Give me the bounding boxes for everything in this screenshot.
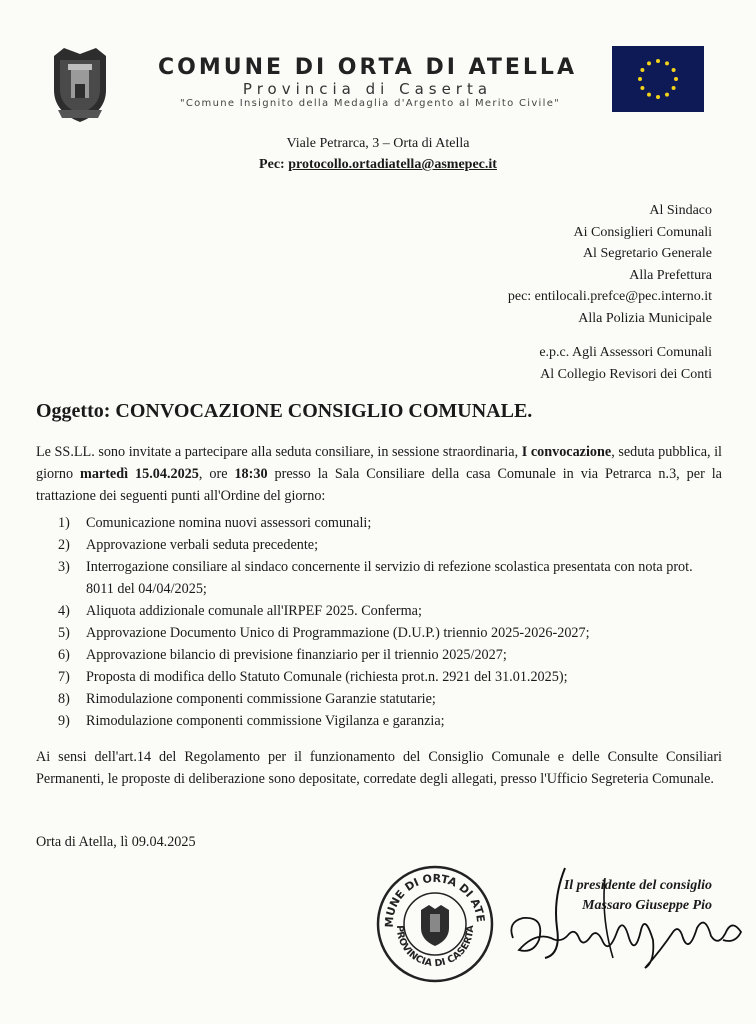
meeting-time: 18:30 xyxy=(234,466,268,482)
meeting-date: martedì 15.04.2025 xyxy=(80,466,199,482)
address-line: Viale Petrarca, 3 – Orta di Atella xyxy=(286,136,470,151)
coat-of-arms-icon xyxy=(44,44,116,126)
epc-recipient: Al Collegio Revisori dei Conti xyxy=(540,366,712,382)
intro-text: , ore xyxy=(198,466,235,482)
agenda-item xyxy=(58,600,722,622)
official-stamp-icon xyxy=(375,864,495,984)
recipient: Alla Prefettura xyxy=(629,267,712,283)
recipient: Ai Consiglieri Comunali xyxy=(573,224,712,240)
recipient: Al Sindaco xyxy=(649,203,712,218)
agenda-text: Interrogazione consiliare al sindaco concernente il servizio di refezione scolastica presentata con nota prot. 8011 del 04/04/2025; xyxy=(86,559,693,597)
agenda-number: 2) xyxy=(58,537,70,553)
agenda-number: 1) xyxy=(58,515,70,531)
handwritten-signature-icon xyxy=(505,858,745,978)
stamp-bottom-text: PROVINCIA DI CASERTA xyxy=(393,925,477,970)
agenda-text: Approvazione Documento Unico di Programmazione (D.U.P.) triennio 2025-2026-2027; xyxy=(86,625,590,641)
agenda-number: 5) xyxy=(58,625,70,641)
agenda-item xyxy=(58,534,722,556)
agenda-number: 8) xyxy=(58,691,70,707)
epc-recipient: e.p.c. Agli Assessori Comunali xyxy=(539,345,712,360)
agenda-text: Approvazione verbali seduta precedente; xyxy=(86,537,319,553)
intro-text: Le SS.LL. sono invitate a partecipare alla seduta consiliare, in sessione straordinaria, xyxy=(36,444,522,460)
agenda-item xyxy=(58,666,722,688)
agenda-text: Rimodulazione componenti commissione Vigilanza e garanzia; xyxy=(86,713,445,729)
agenda-number: 4) xyxy=(58,603,70,619)
agenda-item xyxy=(58,512,722,534)
agenda-item xyxy=(58,556,722,600)
intro-paragraph xyxy=(36,441,722,507)
subject-heading: Oggetto: CONVOCAZIONE CONSIGLIO COMUNALE. xyxy=(36,400,533,422)
agenda-text: Rimodulazione componenti commissione Garanzie statutarie; xyxy=(86,691,436,707)
recipients-block xyxy=(508,200,712,329)
stamp-top-text: MUNE DI ORTA DI ATE xyxy=(382,871,488,928)
agenda-item xyxy=(58,688,722,710)
place-date: Orta di Atella, lì 09.04.2025 xyxy=(36,834,196,850)
eu-flag-icon xyxy=(612,46,704,112)
agenda-number: 9) xyxy=(58,713,70,729)
agenda-text: Comunicazione nomina nuovi assessori comunali; xyxy=(86,515,372,531)
pec-line xyxy=(0,157,756,173)
recipient: Alla Polizia Municipale xyxy=(578,310,712,326)
intro-text: , seduta pubblica, il giorno xyxy=(36,444,723,482)
agenda-item xyxy=(58,622,722,644)
recipient: Al Segretario Generale xyxy=(582,246,712,261)
agenda-number: 7) xyxy=(58,669,70,685)
pec-label: Pec: xyxy=(259,157,289,172)
header-subtitle: Provincia di Caserta xyxy=(242,80,493,98)
signature-role: Il presidente del consiglio xyxy=(563,878,712,893)
agenda-text: Approvazione bilancio di previsione finanziario per il triennio 2025/2027; xyxy=(86,647,507,663)
header-motto: "Comune Insignito della Medaglia d'Argento al Merito Civile" xyxy=(179,98,561,109)
agenda-text: Aliquota addizionale comunale all'IRPEF 2025. Conferma; xyxy=(86,603,422,619)
signature-name: Massaro Giuseppe Pio xyxy=(582,898,712,913)
pec-email-link[interactable]: protocollo.ortadiatella@asmepec.it xyxy=(288,157,497,172)
header-title: COMUNE DI ORTA DI ATELLA xyxy=(158,55,577,80)
agenda-number: 6) xyxy=(58,647,70,663)
closing-paragraph: Ai sensi dell'art.14 del Regolamento per il funzionamento del Consiglio Comunale e delle Consulte Consiliari Permanenti, le proposte di deliberazione sono depositate, corredate degli allegati, presso l'Ufficio Segreteria Comunale. xyxy=(36,749,722,787)
convocazione-text: I convocazione xyxy=(521,444,612,460)
agenda-item xyxy=(58,644,722,666)
intro-text: presso la Sala Consiliare della casa Comunale in via Petrarca n.3, per la trattazione dei seguenti punti all'Ordine del giorno: xyxy=(36,466,722,504)
recipient: pec: entilocali.prefce@pec.interno.it xyxy=(507,289,712,304)
agenda-item xyxy=(58,710,722,732)
agenda-text: Proposta di modifica dello Statuto Comunale (richiesta prot.n. 2921 del 31.01.2025); xyxy=(86,669,568,685)
agenda-number: 3) xyxy=(58,559,70,575)
agenda-list xyxy=(58,512,722,732)
epc-block xyxy=(539,342,712,385)
